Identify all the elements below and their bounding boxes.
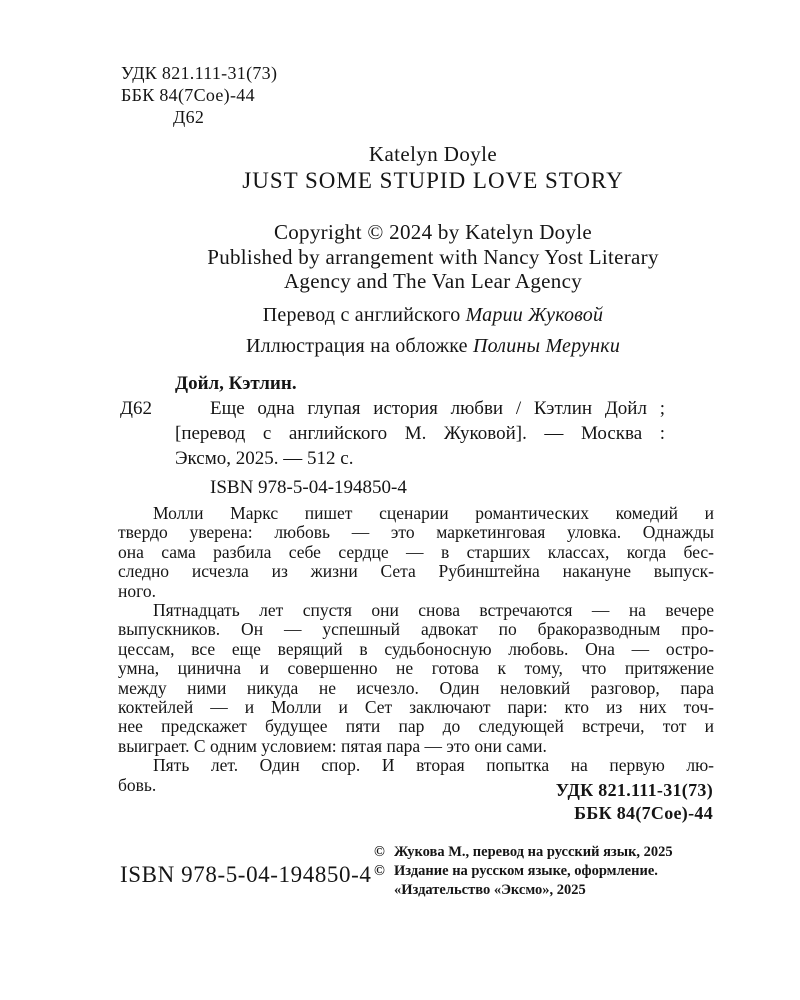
udk-code-bottom: УДК 821.111-31(73) — [555, 780, 713, 800]
copyright-line: Agency and The Van Lear Agency — [283, 269, 583, 293]
annotation-line: между ними никуда не исчезло. Один неловкий разговор, пара — [118, 677, 714, 698]
biblio-author-sign: Д62 — [120, 398, 152, 419]
original-author-name: Katelyn Doyle — [368, 142, 498, 166]
rights-statement — [120, 220, 746, 294]
footer-copyright-text: «Издательство «Эксмо», 2025 — [394, 881, 586, 898]
footer-copyright-line — [374, 881, 673, 900]
cover-artist-name: Полины Мерунки — [472, 335, 621, 357]
author-sign-code: Д62 — [173, 107, 205, 127]
footer-copyright-text: Издание на русском языке, оформление. — [394, 862, 658, 879]
footer-copyright-block — [374, 843, 673, 899]
cataloguing-codes-top — [121, 62, 277, 128]
bbk-code: ББК 84(7Сое)-44 — [121, 85, 255, 105]
annotation-line: Пятнадцать лет спустя они снова встречаются — на вечере — [153, 600, 714, 621]
annotation-line: ного. — [118, 580, 156, 601]
cataloguing-codes-bottom — [400, 779, 713, 825]
translator-name: Марии Жуковой — [465, 304, 604, 326]
footer-copyright-line — [374, 862, 673, 881]
copyright-line: Copyright © 2024 by Katelyn Doyle — [273, 220, 593, 244]
annotation-line: твердо уверена: любовь — это маркетинговая уловка. Однажды — [118, 522, 714, 543]
biblio-entry — [120, 396, 680, 471]
footer-copyright-text: Жукова М., перевод на русский язык, 2025 — [394, 844, 673, 860]
biblio-line: [перевод с английского М. Жуковой]. — Москва : — [175, 423, 665, 444]
biblio-line: Еще одна глупая история любви / Кэтлин Дойл ; — [210, 398, 665, 419]
annotation-line: цессам, все еще верящий в судьбоносную любовь. Она — остро- — [118, 638, 714, 659]
copyright-line: Published by arrangement with Nancy Yost Literary — [207, 244, 659, 269]
annotation-line: Пять лет. Один спор. И вторая попытка на первую лю- — [153, 755, 714, 776]
biblio-line: Эксмо, 2025. — 512 с. — [175, 448, 354, 469]
annotation-line: выпускников. Он — успешный адвокат по бракоразводным про- — [118, 619, 714, 640]
annotation-line: умна, цинична и совершенно не готова к тому, что притяжение — [118, 658, 714, 679]
annotation-line: нее предскажет будущее пяти пар до следующей встречи, тот и — [118, 716, 714, 737]
annotation-line: коктейлей — и Молли и Сет заключают пари: кто из них точ- — [118, 697, 714, 718]
footer-isbn: ISBN 978-5-04-194850-4 — [120, 862, 372, 887]
copyright-symbol: © — [374, 862, 385, 879]
copyright-symbol: © — [374, 844, 385, 860]
translation-credit — [120, 303, 746, 327]
annotation-text — [118, 504, 714, 795]
annotation-line: выиграет. С одним условием: пятая пара — это они сами. — [118, 735, 547, 756]
original-title-block — [120, 141, 746, 195]
cover-credit — [120, 334, 746, 358]
cover-credit-label: Иллюстрация на обложке — [245, 335, 473, 357]
bbk-code-bottom: ББК 84(7Сое)-44 — [574, 803, 713, 823]
footer-copyright-line — [374, 843, 673, 862]
annotation-line: Молли Маркс пишет сценарии романтических комедий и — [153, 503, 714, 523]
isbn-line: ISBN 978-5-04-194850-4 — [210, 477, 407, 498]
bibliographic-record — [120, 371, 680, 500]
annotation-line: бовь. — [118, 774, 157, 795]
credits-block — [120, 303, 746, 358]
translation-credit-label: Перевод с английского — [262, 304, 466, 326]
annotation-line: она сама разбила себе сердце — в старших классах, когда бес- — [118, 541, 714, 562]
udk-code: УДК 821.111-31(73) — [121, 63, 278, 83]
original-book-title: JUST SOME STUPID LOVE STORY — [242, 168, 624, 193]
biblio-description — [175, 396, 665, 471]
annotation-line: следно исчезла из жизни Сета Рубинштейна накануне выпуск- — [118, 561, 714, 582]
biblio-author-heading: Дойл, Кэтлин. — [175, 373, 297, 394]
